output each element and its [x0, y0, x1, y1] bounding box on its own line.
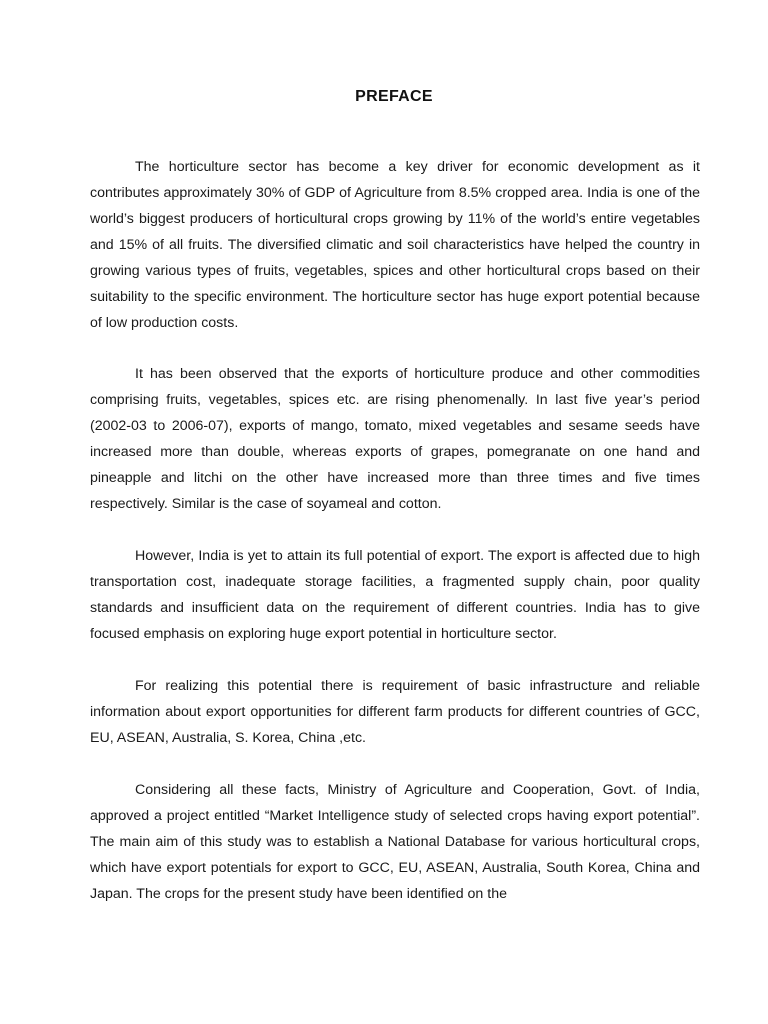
paragraph-2: It has been observed that the exports of horticulture produce and other commodities comprising fruits, vegetables, spices etc. are rising phenomenally. In last five year’s period (2002-03 to 2006-07), exports of mango, tomato, mixed vegetables and sesame seeds have increased more than double, whereas exports of grapes, pomegranate on one hand and pineapple and litchi on the other have increased more than three times and five times respectively. Similar is the case of soyameal and cotton. — [90, 366, 700, 513]
paragraph-5: Considering all these facts, Ministry of Agriculture and Cooperation, Govt. of India, approved a project entitled “Market Intelligence study of selected crops having export potential”. The main aim of this study was to establish a National Database for various horticultural crops, which have export potentials for export to GCC, EU, ASEAN, Australia, South Korea, China and Japan. The crops for the present study have been identified on the — [90, 782, 700, 903]
paragraph-3: However, India is yet to attain its full potential of export. The export is affected due to high transportation cost, inadequate storage facilities, a fragmented supply chain, poor quality standards and insufficient data on the requirement of different countries. India has to give focused emphasis on exploring huge export potential in horticulture sector. — [90, 548, 700, 643]
paragraph-4: For realizing this potential there is requirement of basic infrastructure and reliable information about export opportunities for different farm products for different countries of GCC, EU, ASEAN, Australia, S. Korea, China ,etc. — [90, 678, 700, 747]
paragraph-1: The horticulture sector has become a key driver for economic development as it contributes approximately 30% of GDP of Agriculture from 8.5% cropped area. India is one of the world’s biggest producers of horticultural crops growing by 11% of the world’s entire vegetables and 15% of all fruits. The diversified climatic and soil characteristics have helped the country in growing various types of fruits, vegetables, spices and other horticultural crops based on their suitability to the specific environment. The horticulture sector has huge export potential because of low production costs. — [90, 159, 700, 332]
page-title: PREFACE — [355, 88, 433, 105]
